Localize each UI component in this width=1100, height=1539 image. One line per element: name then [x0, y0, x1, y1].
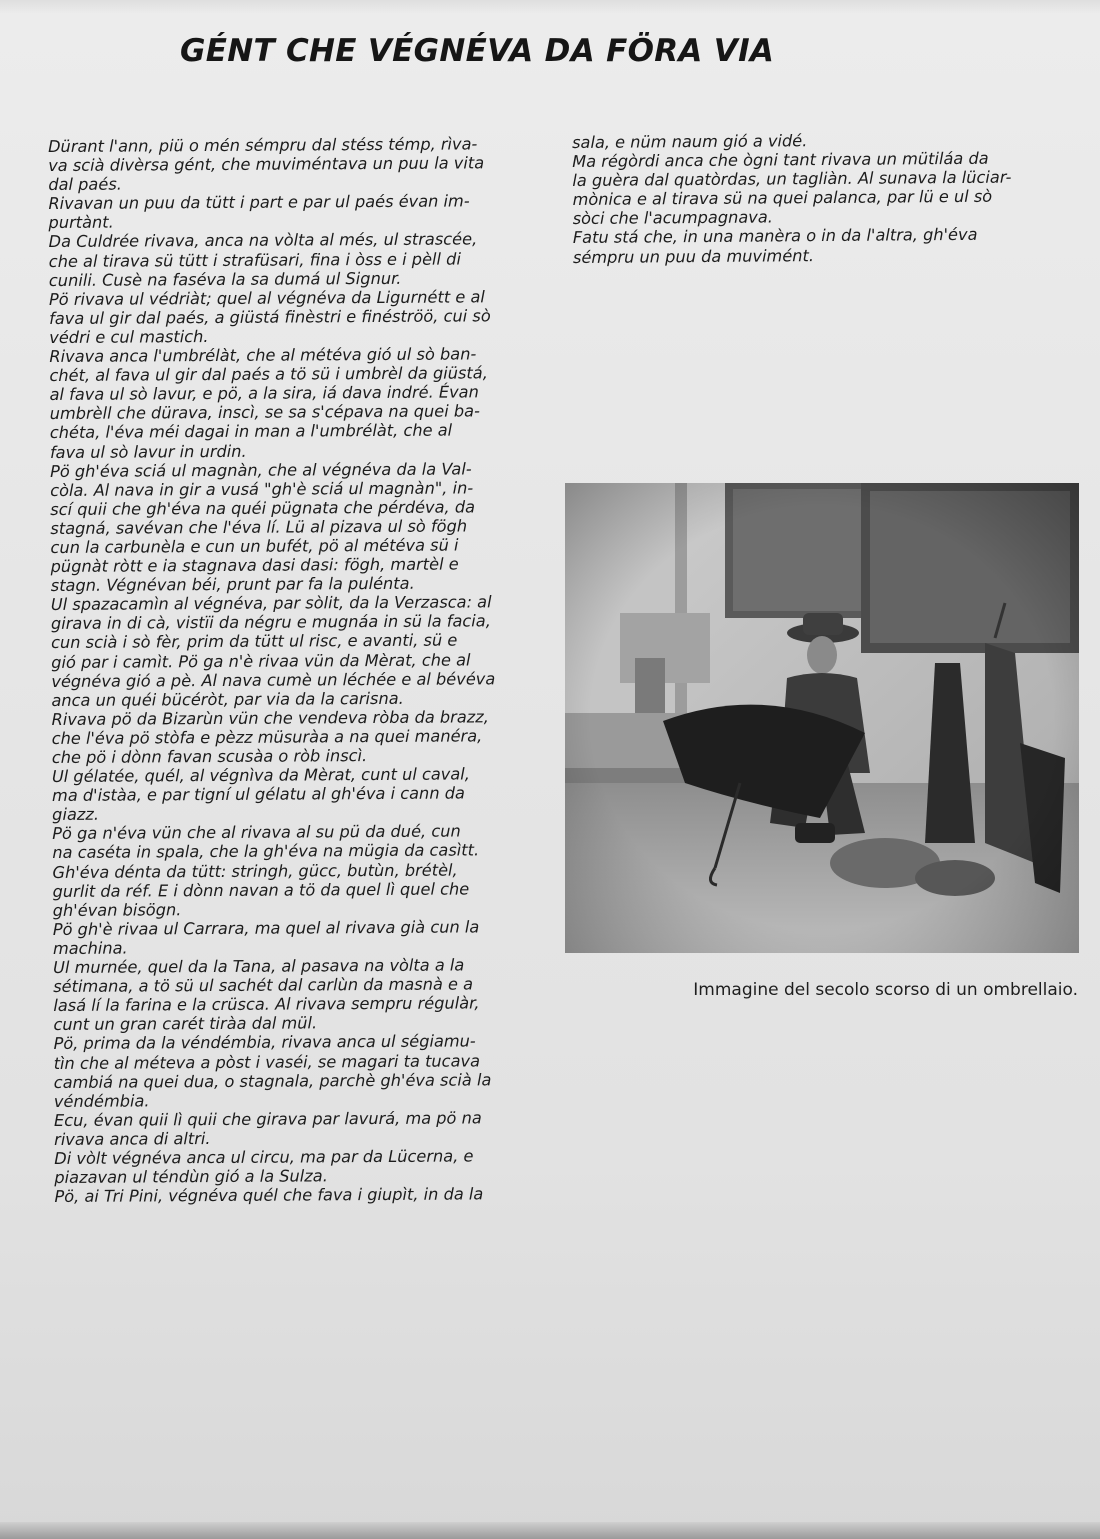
text-line: végnéva gió a pè. Al nava cumè un léchée e al bévéva — [51, 668, 496, 691]
right-text-column — [572, 129, 1078, 267]
photo-illustration — [565, 483, 1079, 953]
text-line: Di vòlt végnéva anca ul circu, ma par da Lücerna, e — [54, 1146, 474, 1168]
text-line: va scià divèrsa gént, che muviméntava un puu la vita — [48, 153, 485, 176]
text-line: ma d'istàa, e par tigní ul gélatu al gh'éva i cann da — [51, 783, 465, 806]
text-line: védri e cul mastich. — [49, 326, 209, 347]
text-line: Ul gélatée, quél, al végnìva da Mèrat, cunt ul caval, — [51, 764, 470, 787]
text-line: che pö i dònn favan scusàa o ròb inscì. — [51, 746, 368, 767]
text-line: dal paés. — [48, 174, 122, 195]
photo-caption: Immagine del secolo scorso di un ombrellaio. — [693, 980, 1078, 1000]
text-line: sala, e nüm naum gió a vidé. — [572, 131, 808, 152]
text-line: giazz. — [52, 804, 100, 825]
text-line: gh'évan bisögn. — [52, 899, 182, 920]
text-line: Rivava anca l'umbrélàt, che al météva gió ul sò ban- — [49, 344, 477, 367]
text-line: Ecu, évan quii lì quii che girava par lavurá, ma pö na — [53, 1108, 482, 1130]
page-title: GÉNT CHE VÉGNÉVA DA FÖRA VIA — [180, 32, 775, 69]
text-line: chét, al fava ul gir dal paés a tö sü i umbrèl da giüstá, — [49, 363, 488, 386]
text-line: piazavan ul téndùn gió a la Sulza. — [54, 1166, 328, 1188]
photo-vignette — [565, 483, 1079, 953]
text-line: Gh'éva dénta da tütt: stringh, gücc, butùn, brétèl, — [52, 860, 458, 882]
text-line: fava ul sò lavur in urdin. — [49, 441, 247, 462]
text-line: cun scià i sò fèr, prim da tütt ul risc, e avanti, sü e — [51, 630, 458, 653]
left-text-column — [48, 134, 555, 1206]
text-line: Pö, ai Tri Pini, végnéva quél che fava i giupìt, in da la — [54, 1184, 484, 1207]
text-line: sòci che l'acumpagnava. — [572, 207, 773, 229]
text-line: Da Culdrée rivava, anca na vòlta al més, ul strascée, — [48, 229, 478, 252]
text-line: na caséta in spala, che la gh'éva na mügia da casìtt. — [52, 840, 480, 863]
text-line: cunt un gran carét tiràa dal mül. — [53, 1013, 318, 1035]
text-line: gió par i camìt. Pö ga n'è rivaa vün da Mèrat, che al — [51, 649, 471, 672]
text-line: che l'éva pö stòfa e pèzz müsuràa a na quei manéra, — [51, 726, 483, 748]
text-line: véndémbia. — [53, 1091, 150, 1111]
text-line: fava ul gir dal paés, a giüstá finèstri e finéströö, cui sò — [49, 306, 491, 328]
text-line: pügnàt ròtt e ia stagnava dasi dasi: fögh, martèl e — [50, 554, 459, 577]
text-line: Pö ga n'éva vün che al rivava al su pü da dué, cun — [52, 821, 461, 844]
text-line: sétimana, a tö sü ul sachét dal carlùn da masnà e a — [53, 974, 474, 997]
text-line: stagn. Végnévan béi, prunt par fa la pulénta. — [50, 573, 415, 596]
text-line: Rivava pö da Bizarùn vün che vendeva ròba da brazz, — [51, 707, 489, 729]
text-line: Pö, prima da la véndémbia, rivava anca ul ségiamu- — [53, 1031, 476, 1054]
text-line: tìn che al méteva a pòst i vaséi, se magari ta tucava — [53, 1050, 481, 1073]
text-line: girava in di cà, vistïi da négru e mugnáa in sü la facia, — [50, 611, 491, 634]
text-line: Rivavan un puu da tütt i part e par ul paés évan im- — [48, 191, 470, 214]
text-line: che al tirava sü tütt i strafüsari, fina i òss e i pèll di — [48, 249, 461, 271]
page-bottom-edge — [0, 1522, 1100, 1539]
text-line: scí quii che gh'éva na quéi pügnata che pérdéva, da — [50, 497, 476, 519]
text-line: Dürant l'ann, piü o mén sémpru dal stéss témp, rìva- — [48, 134, 478, 156]
text-line: anca un quéi bücéròt, par via da la carisna. — [51, 688, 404, 710]
text-line: còla. Al nava in gir a vusá "gh'è sciá ul magnàn", in- — [50, 478, 474, 500]
page-top-shadow — [0, 0, 1100, 14]
text-line: cun la carbunèla e cun un bufét, pö al météva sü i — [50, 535, 459, 557]
text-line: Ma régòrdi anca che ògni tant rivava un mütiláa da — [572, 148, 989, 172]
text-line: cunili. Cusè na faséva la sa dumá ul Signur. — [48, 268, 402, 290]
umbrella-repairman-photo — [565, 483, 1079, 953]
text-line: Ul spazacamìn al végnéva, par sòlit, da la Verzasca: al — [50, 592, 492, 615]
text-line: Ul murnée, quel da la Tana, al pasava na vòlta a la — [53, 955, 465, 978]
text-line: Fatu stá che, in una manèra o in da l'altra, gh'éva — [572, 225, 978, 248]
text-line: Pö gh'éva sciá ul magnàn, che al végnéva da la Val- — [49, 459, 472, 481]
text-line: Pö gh'è rivaa ul Carrara, ma quel al rivava già cun la — [52, 917, 480, 939]
text-line: cambiá na quei dua, o stagnala, parchè gh'éva scià la — [53, 1069, 492, 1092]
text-line: chéta, l'éva méi dagai in man a l'umbrélàt, che al — [49, 420, 453, 443]
text-line: stagná, savévan che l'éva lí. Lü al pizava ul sò fögh — [50, 516, 468, 538]
text-line: umbrèll che dürava, inscì, se sa s'cépava na quei ba- — [49, 401, 480, 424]
text-line: Pö rivava ul védriàt; quel al végnéva da Ligurnétt e al — [48, 287, 485, 309]
text-line: mònica e al tirava sü na quei palanca, par lü e ul sò — [572, 186, 993, 210]
text-line: gurlit da réf. E i dònn navan a tö da quel lì quel che — [52, 879, 470, 901]
text-line: sémpru un puu da muvimént. — [572, 245, 815, 267]
text-line: lasá lí la farina e la crüsca. Al rivava sempru régulàr, — [53, 993, 480, 1016]
text-line: rivava anca di altri. — [54, 1128, 211, 1149]
text-line: purtànt. — [48, 212, 114, 233]
text-line: al fava ul sò lavur, e pö, a la sira, iá dava indré. Évan — [49, 382, 479, 405]
text-line: machina. — [52, 938, 128, 958]
text-line: la guèra dal quatòrdas, un tagliàn. Al sunava la lüciar- — [572, 167, 1012, 191]
